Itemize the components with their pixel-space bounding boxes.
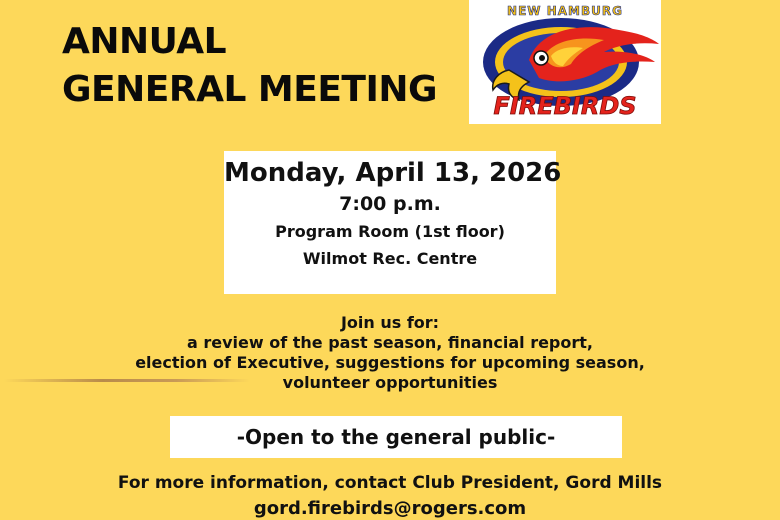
event-venue: Wilmot Rec. Centre (302, 249, 478, 268)
contact-line: For more information, contact Club President, Gord Mills (117, 473, 663, 493)
page-title (62, 18, 437, 114)
event-room: Program Room (1st floor) (275, 222, 505, 241)
agenda-line-3: volunteer opportunities (282, 373, 498, 392)
agenda-line-1: a review of the past season, financial report, (187, 333, 593, 352)
event-date: Monday, April 13, 2026 (224, 158, 562, 188)
event-details-box (224, 151, 562, 294)
logo-wordmark: FIREBIRDS (493, 92, 637, 120)
contact-block (0, 470, 780, 520)
title-line-annual: ANNUAL (62, 21, 227, 62)
contact-email: gord.firebirds@rogers.com (253, 498, 527, 519)
firebirds-logo (469, 0, 661, 124)
logo-top-text: NEW HAMBURG (507, 4, 623, 18)
agenda-intro: Join us for: (340, 313, 440, 332)
public-notice: -Open to the general public- (170, 416, 622, 458)
agenda-line-2: election of Executive, suggestions for upcoming season, (135, 353, 645, 372)
event-time: 7:00 p.m. (339, 193, 441, 215)
title-line-general-meeting: GENERAL MEETING (62, 69, 438, 110)
decorative-divider (4, 379, 250, 382)
